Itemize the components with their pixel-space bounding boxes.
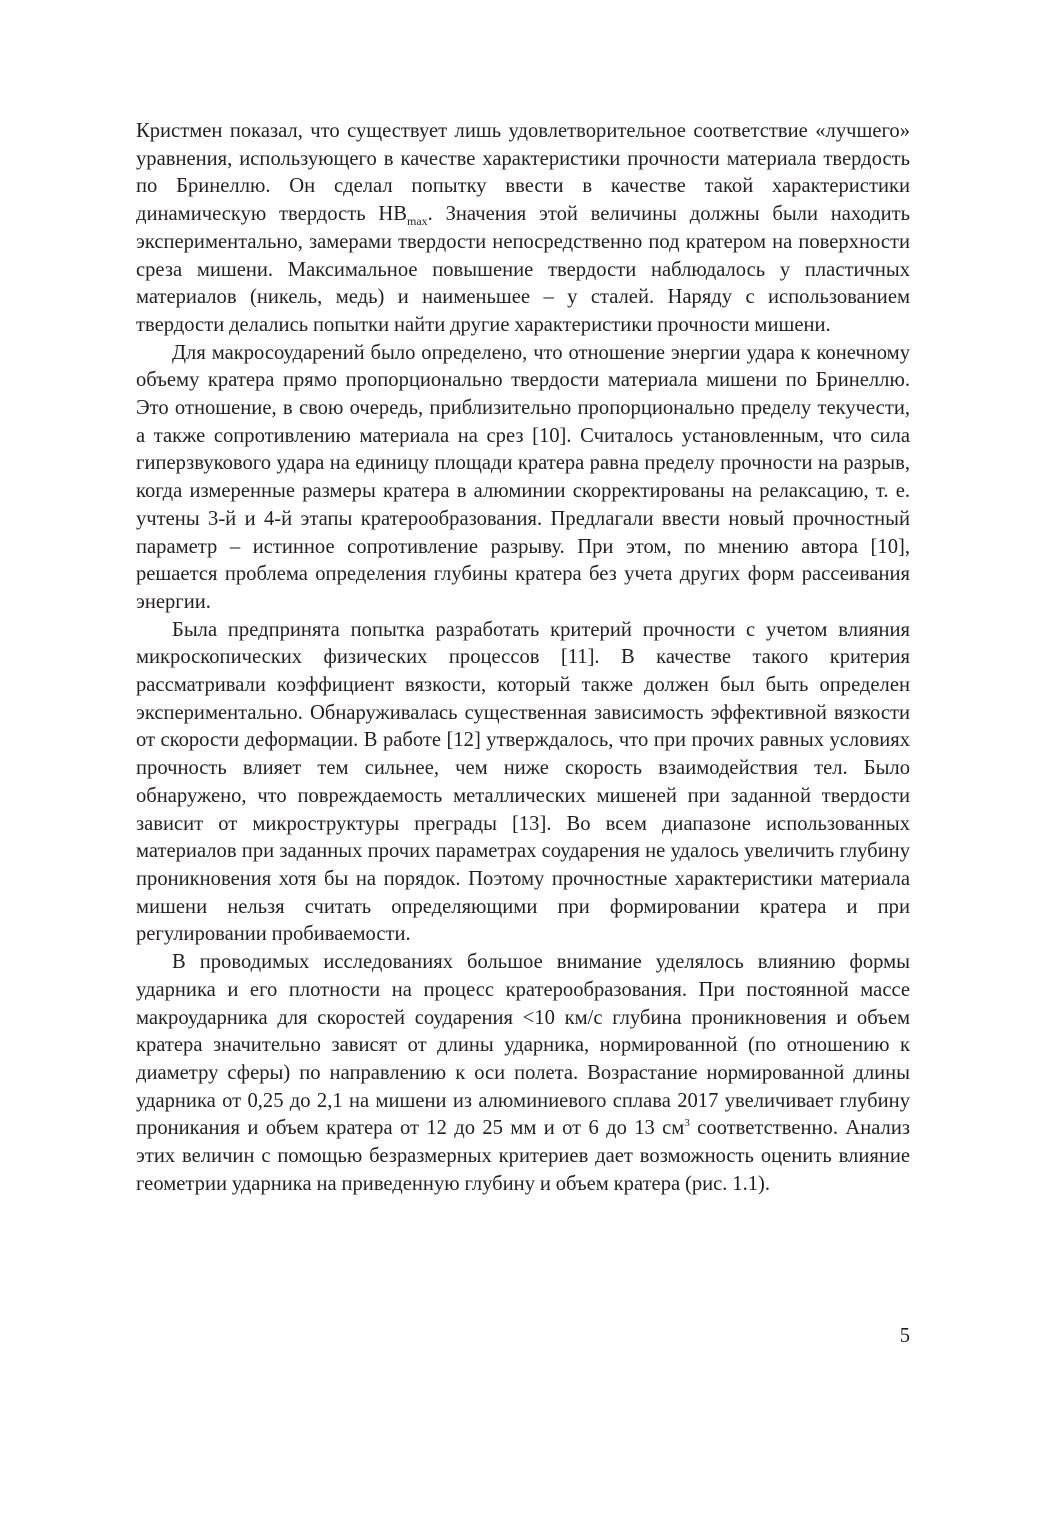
paragraph-4-text-start: В проводимых исследованиях большое внимание уделялось влиянию формы ударника и его плотности на процесс кратерообразования. При постоянной массе макроударника для скоростей соударения <10 км/с глубина проникновения и объем кратера значительно зависят от длины ударника, нормированной (по отношению к диаметру сферы) по направлению к оси полета. Возрастание нормированной длины ударника от 0,25 до 2,1 на мишени из алюминиевого сплава 2017 увеличивает глубину проникания и объем кратера от 12 до 25 мм и от 6 до 13 см	[136, 951, 910, 1140]
hb-max-subscript: max	[407, 214, 428, 229]
paragraph-1-text-start: Кристмен показал, что существует лишь удовлетворительное соответствие «лучшего» уравнения, использующего в качестве характеристики прочности материала твердость по Бринеллю. Он сделал попытку ввести в качестве такой характеристики динамическую твердость HB	[136, 120, 910, 226]
paragraph-1	[136, 118, 910, 340]
paragraph-4	[136, 949, 910, 1198]
page-number: 5	[899, 1325, 910, 1347]
cubic-superscript: 3	[684, 1117, 690, 1130]
paragraph-2: Для макросоударений было определено, что отношение энергии удара к конечному объему кратера прямо пропорционально твердости материала мишени по Бринеллю. Это отношение, в свою очередь, приблизительно пропорционально пределу текучести, а также сопротивлению материала на срез [10]. Считалось установленным, что сила гиперзвукового удара на единицу площади кратера равна пределу прочности на разрыв, когда измеренные размеры кратера в алюминии скорректированы на релаксацию, т. е. учтены 3-й и 4-й этапы кратерообразования. Предлагали ввести новый прочностный параметр – истинное сопротивление разрыву. При этом, по мнению автора [10], решается проблема определения глубины кратера без учета других форм рассеивания энергии.	[136, 341, 910, 613]
page-body	[136, 118, 910, 1198]
paragraph-1-text-end: . Значения этой величины должны были находить экспериментально, замерами твердости непосредственно под кратером на поверхности среза мишени. Максимальное повышение твердости наблюдалось у пластичных материалов (никель, медь) и наименьшее – у сталей. Наряду с использованием твердости делались попытки найти другие характеристики прочности мишени.	[136, 203, 911, 336]
paragraph-3: Была предпринята попытка разработать критерий прочности с учетом влияния микроскопических физических процессов [11]. В качестве такого критерия рассматривали коэффициент вязкости, который также должен был быть определен экспериментально. Обнаруживалась существенная зависимость эффективной вязкости от скорости деформации. В работе [12] утверждалось, что при прочих равных условиях прочность влияет тем сильнее, чем ниже скорость взаимодействия тел. Было обнаружено, что повреждаемость металлических мишеней при заданной твердости зависит от микроструктуры преграды [13]. Во всем диапазоне использованных материалов при заданных прочих параметрах соударения не удалось увеличить глубину проникновения хотя бы на порядок. Поэтому прочностные характеристики материала мишени нельзя считать определяющими при формировании кратера и при регулировании пробиваемости.	[136, 618, 910, 946]
paragraph-4-text-end: соответственно. Анализ этих величин с помощью безразмерных критериев дает возможность оценить влияние геометрии ударника на приведенную глубину и объем кратера (рис. 1.1).	[136, 1117, 910, 1195]
